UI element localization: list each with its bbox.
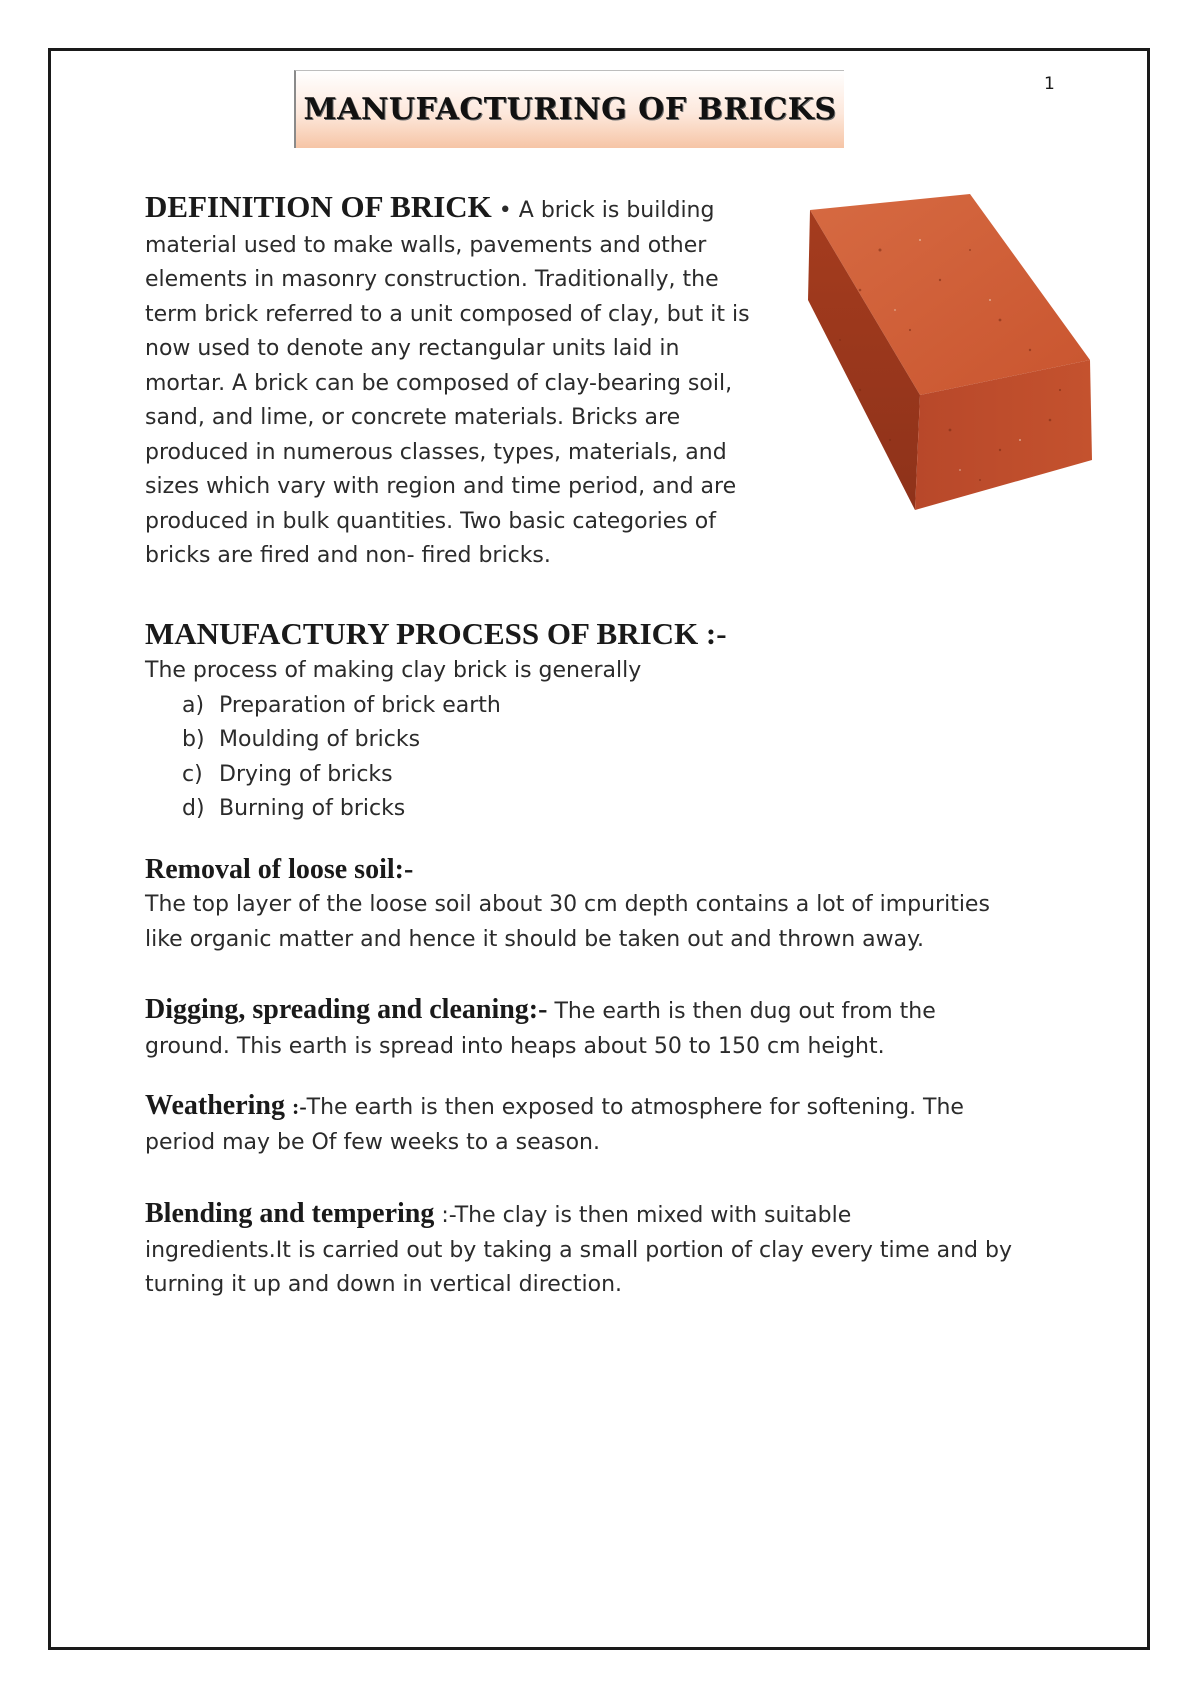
weathering-section: [145, 1089, 1105, 1160]
list-item: [145, 723, 1045, 758]
blending-line-1: The clay is then mixed with suitable: [454, 1203, 852, 1228]
step-text: Burning of bricks: [219, 796, 406, 821]
definition-line-5: now used to denote any rectangular units laid in: [145, 336, 680, 361]
blending-heading: Blending and tempering: [145, 1198, 435, 1229]
definition-line-1: A brick is building: [518, 198, 715, 223]
digging-line-1: The earth is then dug out from the: [554, 999, 936, 1024]
definition-line-9: sizes which vary with region and time period, and are: [145, 474, 737, 499]
definition-bullet: •: [498, 198, 512, 223]
list-marker: a): [182, 692, 205, 718]
list-item: [145, 689, 1045, 724]
list-marker: c): [182, 761, 203, 787]
digging-heading: Digging, spreading and cleaning:-: [145, 994, 548, 1025]
definition-line-10: produced in bulk quantities. Two basic categories of: [145, 508, 716, 534]
blending-line-3: turning it up and down in vertical direction.: [145, 1272, 623, 1297]
definition-line-4: term brick referred to a unit composed of clay, but it is: [145, 301, 750, 327]
process-heading: MANUFACTURY PROCESS OF BRICK :-: [145, 616, 727, 651]
list-item: [145, 758, 1045, 793]
blending-line-2: ingredients.It is carried out by taking a small portion of clay every time and by: [145, 1237, 1012, 1263]
page-title: MANUFACTURING OF BRICKS: [303, 92, 837, 127]
removal-heading: Removal of loose soil:-: [145, 854, 414, 885]
definition-line-8: produced in numerous classes, types, materials, and: [145, 439, 727, 465]
brick-image: [800, 190, 1130, 520]
definition-line-3: elements in masonry construction. Traditionally, the: [145, 267, 719, 292]
title-banner: [294, 70, 844, 148]
step-text: Drying of bricks: [219, 761, 393, 787]
page-number: 1: [1044, 74, 1055, 94]
process-intro: The process of making clay brick is generally: [145, 658, 642, 683]
blending-section: [145, 1197, 1105, 1303]
definition-line-11: bricks are fired and non- fired bricks.: [145, 543, 551, 568]
step-text: Preparation of brick earth: [219, 692, 501, 718]
list-item: [145, 792, 1045, 827]
weathering-heading: Weathering: [145, 1090, 285, 1121]
list-marker: b): [182, 727, 205, 752]
digging-section: [145, 993, 1105, 1064]
weathering-line-2: period may be Of few weeks to a season.: [145, 1129, 600, 1155]
removal-line-2: like organic matter and hence it should be taken out and thrown away.: [145, 926, 924, 952]
definition-line-6: mortar. A brick can be composed of clay-bearing soil,: [145, 370, 733, 396]
definition-heading: DEFINITION OF BRICK: [145, 189, 492, 224]
weathering-line-1: The earth is then exposed to atmosphere for softening. The: [306, 1095, 964, 1120]
process-section: [145, 614, 1045, 827]
list-marker: d): [182, 796, 205, 821]
digging-line-2: ground. This earth is spread into heaps about 50 to 150 cm height.: [145, 1033, 885, 1059]
blending-suffix: :-: [441, 1203, 455, 1228]
definition-line-2: material used to make walls, pavements and other: [145, 232, 707, 258]
definition-line-7: sand, and lime, or concrete materials. Bricks are: [145, 405, 681, 430]
step-text: Moulding of bricks: [219, 727, 421, 752]
weathering-suffix: :-: [292, 1094, 307, 1119]
definition-section: [145, 190, 785, 574]
removal-section: [145, 852, 1105, 957]
removal-line-1: The top layer of the loose soil about 30 cm depth contains a lot of impurities: [145, 892, 990, 917]
process-steps-list: [145, 689, 1045, 827]
